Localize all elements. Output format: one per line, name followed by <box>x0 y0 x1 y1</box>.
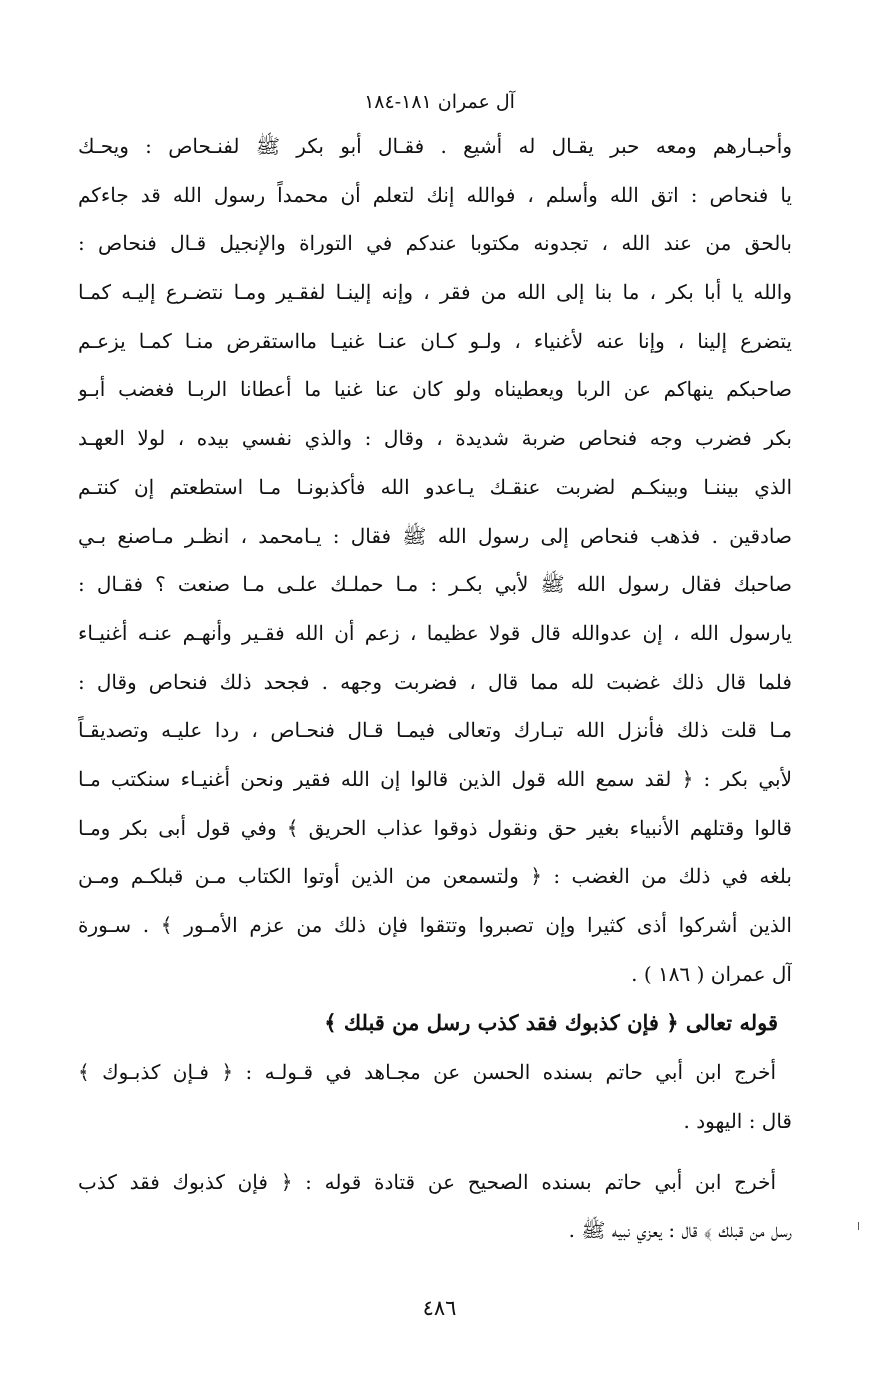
text-line: يارسول الله ، إن عدوالله قال قولا عظيما ، زعم أن الله فقـير وأنهـم عنـه أغنيـاء <box>78 620 792 645</box>
text-line: لأبي بكر : ﴿ لقد سمع الله قول الذين قالوا إن الله فقير ونحن أغنيـاء سنكتب مـا <box>78 766 792 791</box>
page-number: ٤٨٦ <box>422 1296 457 1320</box>
text-line: صادقين . فذهب فنحاص إلى رسول الله ﷺ فقال : يـامحمد ، انظـر مـاصنع بـي <box>78 523 792 548</box>
text-line: بكر فضرب وجه فنحاص ضربة شديدة ، وقال : والذي نفسي بيده ، لولا العهـد <box>78 426 792 451</box>
text-line: الذي بيننـا وبينكـم لضربت عنقـك يـاعدو الله فأكذبونـا مـا استطعتم إن كنتـم <box>78 474 792 499</box>
paragraph-gap <box>78 1146 792 1158</box>
qatada-narration <box>78 1158 792 1255</box>
section-heading: قوله تعالى ﴿ فإن كذبوك فقد كذب رسل من قبلك ﴾ <box>324 1010 778 1036</box>
narration-paragraph <box>78 122 792 998</box>
text-line: قالوا وقتلهم الأنبياء بغير حق ونقول ذوقوا عذاب الحريق ﴾ وفي قول أبى بكر ومـا <box>78 815 792 840</box>
mujahid-narration <box>78 1048 792 1145</box>
text-line: مـا قلت ذلك فأنزل الله تبـارك وتعالى فيمـا قـال فنحـاص ، ردا عليـه وتصديقـاً <box>78 718 792 743</box>
text-line: قال : اليهود . <box>683 1109 792 1134</box>
text-line: رسل من قبلك ﴾ قال : يعزي نبيه ﷺ . <box>568 1218 792 1243</box>
margin-mark <box>858 1222 859 1230</box>
text-line: بالحق من عند الله ، تجدونه مكتوبا عندكم في التوراة والإنجيل قـال فنحاص : <box>78 231 792 256</box>
page-body <box>78 122 792 1255</box>
text-line: فلما قال ذلك غضبت لله مما قال ، فضربت وجهه . فجحد ذلك فنحاص وقال : <box>78 669 792 694</box>
running-header: آل عمران ١٨١-١٨٤ <box>364 91 515 113</box>
text-line: وأحبـارهم ومعه حبر يقـال له أشيع . فقـال أبو بكر ﷺ لفنـحاص : ويحـك <box>78 134 792 158</box>
text-line: يتضرع إلينا ، وإنا عنه لأغنياء ، ولـو كـان عنـا غنيـا مااستقرض منـا كمـا يزعـم <box>78 328 792 353</box>
text-line: بلغه في ذلك من الغضب : ﴿ ولتسمعن من الذين أوتوا الكتاب مـن قبلكـم ومـن <box>78 864 792 889</box>
text-line: والله يا أبا بكر ، ما بنا إلى الله من فقر ، وإنه إلينـا لفقـير ومـا نتضـرع إليـه كمـا <box>78 280 792 305</box>
text-line: آل عمران ( ١٨٦ ) . <box>631 961 792 986</box>
text-line: صاحبكم ينهاكم عن الربا ويعطيناه ولو كان عنا غنيا ما أعطانا الربـا فغضب أبـو <box>78 377 792 402</box>
text-line: صاحبك فقال رسول الله ﷺ لأبي بكـر : مـا حملـك علـى مـا صنعت ؟ فقـال : <box>78 572 792 597</box>
text-line: الذين أشركوا أذى كثيرا وإن تصبروا وتتقوا فإن ذلك من عزم الأمـور ﴾ . سـورة <box>78 913 792 937</box>
text-line: أخرج ابن أبي حاتم بسنده الصحيح عن قتادة قوله : ﴿ فإن كذبوك فقد كذب <box>78 1169 776 1194</box>
text-line: يا فنحاص : اتق الله وأسلم ، فوالله إنك لتعلم أن محمداً رسول الله قد جاءكم <box>78 182 792 207</box>
text-line: أخرج ابن أبي حاتم بسنده الحسن عن مجـاهد في قـولـه : ﴿ فـإن كذبـوك ﴾ <box>78 1060 776 1085</box>
